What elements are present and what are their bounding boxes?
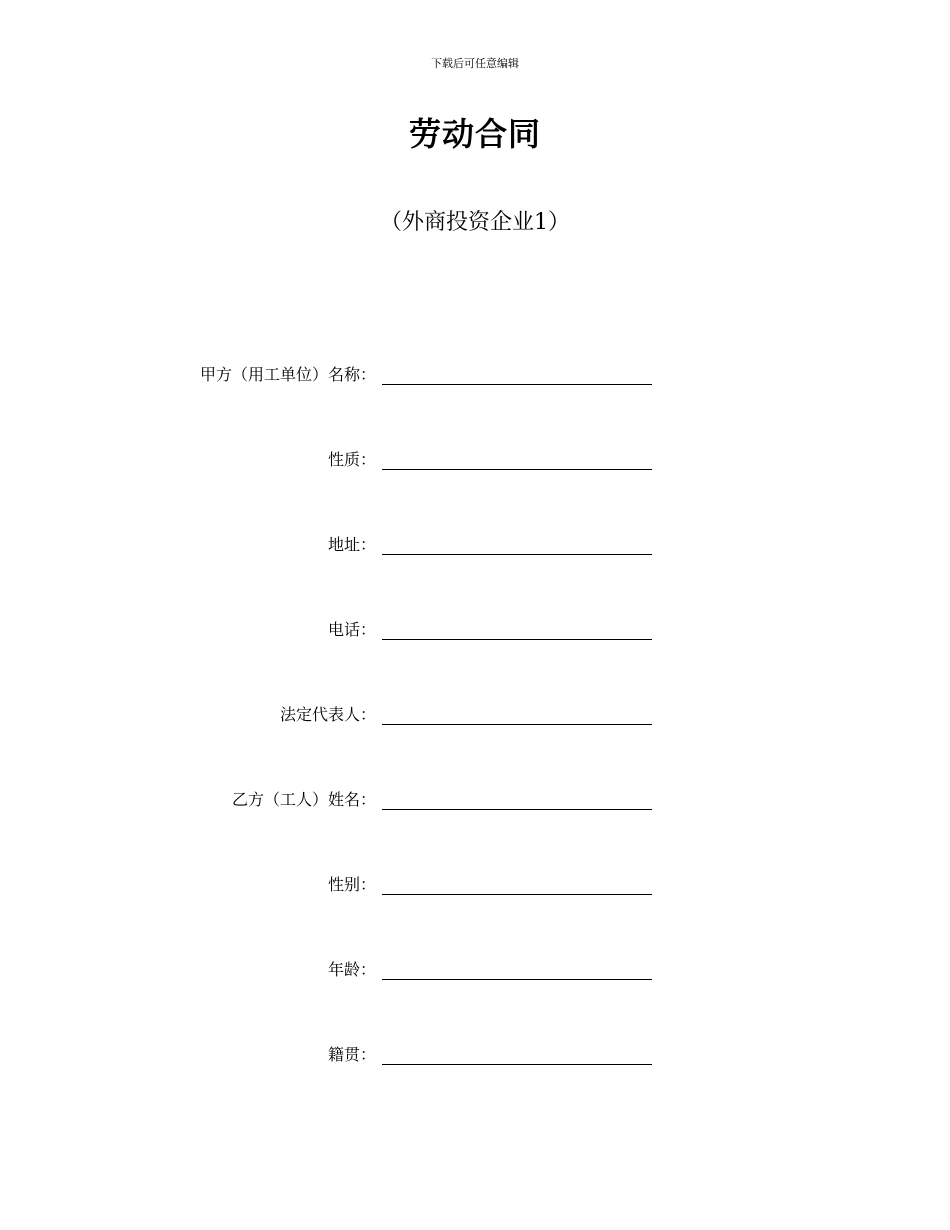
field-label-nature: 性质： [327, 450, 376, 469]
blank-line-nature[interactable] [382, 469, 652, 470]
field-row-gender [0, 871, 950, 895]
field-label-address: 地址： [327, 535, 376, 554]
field-label-phone: 电话： [327, 620, 376, 639]
field-row-native-place [0, 1041, 950, 1065]
blank-line-native-place[interactable] [382, 1064, 652, 1065]
field-label-worker-name: 乙方（工人）姓名： [231, 790, 376, 809]
blank-line-worker-name[interactable] [382, 809, 652, 810]
field-row-phone [0, 616, 950, 640]
field-label-age: 年龄： [327, 960, 376, 979]
blank-line-phone[interactable] [382, 639, 652, 640]
field-label-legal-representative: 法定代表人： [279, 705, 376, 724]
document-title: 劳动合同 [408, 115, 541, 153]
field-row-age [0, 956, 950, 980]
field-label-employer-name: 甲方（用工单位）名称： [199, 365, 376, 384]
blank-line-address[interactable] [382, 554, 652, 555]
blank-line-legal-representative[interactable] [382, 724, 652, 725]
field-row-employer-name [0, 361, 950, 385]
blank-line-employer-name[interactable] [382, 384, 652, 385]
document-subtitle: （外商投资企业1） [380, 210, 570, 235]
field-row-address [0, 531, 950, 555]
blank-line-age[interactable] [382, 979, 652, 980]
blank-line-gender[interactable] [382, 894, 652, 895]
field-label-native-place: 籍贯： [327, 1045, 376, 1064]
field-row-nature [0, 446, 950, 470]
field-label-gender: 性别： [327, 875, 376, 894]
header-note: 下载后可任意编辑 [431, 57, 519, 70]
field-row-legal-representative [0, 701, 950, 725]
field-row-worker-name [0, 786, 950, 810]
